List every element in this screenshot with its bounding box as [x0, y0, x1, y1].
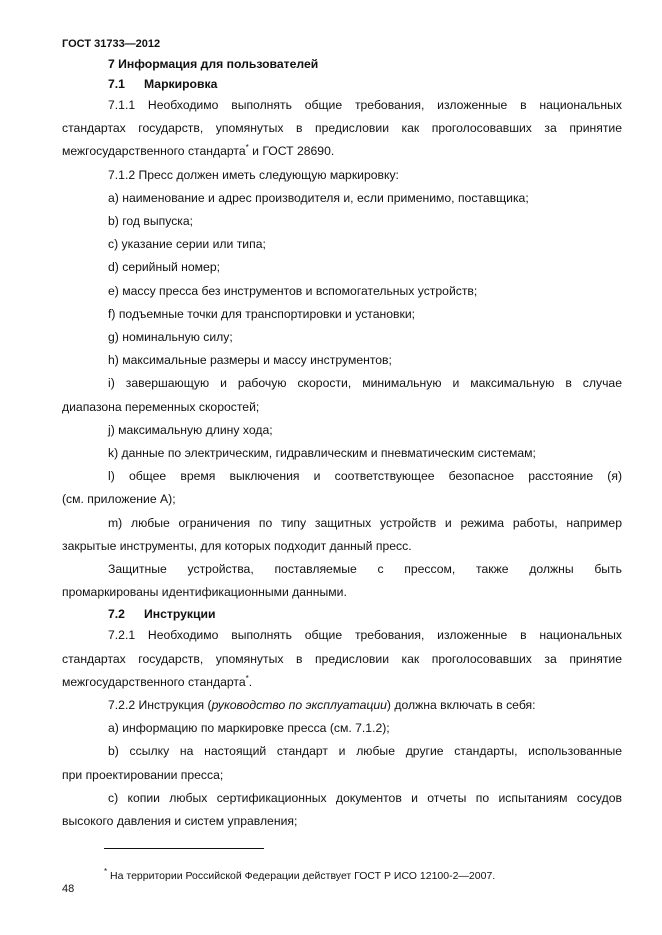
- paragraph-7-2-1-line1: 7.2.1 Необходимо выполнять общие требования, изложенные в национальных: [108, 628, 622, 643]
- text: межгосударственного стандарта: [62, 674, 246, 689]
- italic-term: руководство по эксплуатации: [211, 698, 387, 713]
- paragraph-7-1-1-line3: [62, 140, 622, 163]
- list-item: c) указание серии или типа;: [108, 237, 266, 252]
- list-item-l-line2: (см. приложение А);: [62, 492, 176, 507]
- list-item-k: k) данные по электрическим, гидравлическим и пневматическим системам;: [108, 446, 536, 461]
- list-item-m-line1: m) любые ограничения по типу защитных устройств и режима работы, например: [108, 515, 622, 530]
- list-item-i-line2: диапазона переменных скоростей;: [62, 399, 260, 414]
- paragraph-7-2-2: [62, 694, 622, 717]
- protective-devices-line1: Защитные устройства, поставляемые с прессом, также должны быть: [108, 562, 622, 577]
- list-item: f) подъемные точки для транспортировки и установки;: [108, 306, 416, 321]
- list-item: h) максимальные размеры и массу инструментов;: [108, 353, 392, 368]
- document-body: [62, 54, 622, 833]
- footnote: [104, 867, 496, 882]
- document-header: ГОСТ 31733—2012: [62, 38, 161, 50]
- paragraph-7-1-2: 7.1.2 Пресс должен иметь следующую маркировку:: [108, 167, 399, 182]
- list-item: g) номинальную силу;: [108, 330, 233, 345]
- list-item: e) массу пресса без инструментов и вспомогательных устройств;: [108, 283, 478, 298]
- list-item-l-line1: l) общее время выключения и соответствующее безопасное расстояние (я): [108, 469, 622, 484]
- subsection-title: Инструкции: [144, 607, 216, 622]
- list-item: b) год выпуска;: [108, 214, 194, 229]
- subsection-7-2-heading: [62, 604, 622, 624]
- footnote-divider: [104, 848, 264, 849]
- list-item-c-line1: c) копии любых сертификационных документов и отчеты по испытаниям сосудов: [108, 790, 622, 805]
- paragraph-7-1-1-line2: стандартах государств, упомянутых в предисловии как проголосовавших за принятие: [62, 121, 622, 136]
- list-item-m-line2: закрытые инструменты, для которых подходит данный пресс.: [62, 538, 412, 553]
- paragraph-7-2-1-line2: стандартах государств, упомянутых в предисловии как проголосовавших за принятие: [62, 651, 622, 666]
- list-item-c-line2: высокого давления и систем управления;: [62, 814, 298, 829]
- text: и ГОСТ 28690.: [248, 144, 335, 159]
- list-item-j: j) максимальную длину хода;: [108, 422, 273, 437]
- footnote-mark: *: [245, 673, 249, 683]
- subsection-number: 7.1: [108, 77, 125, 91]
- list-item-b-line2: при проектировании пресса;: [62, 767, 224, 782]
- text: ) должна включать в себя:: [386, 698, 536, 713]
- list-item: a) наименование и адрес производителя и, если применимо, поставщика;: [108, 190, 529, 205]
- list-item-a: a) информацию по маркировке пресса (см. 7.1.2);: [108, 721, 390, 736]
- list-item-b-line1: b) ссылку на настоящий стандарт и любые другие стандарты, использованные: [108, 744, 622, 759]
- subsection-title: Маркировка: [144, 77, 218, 91]
- subsection-7-1-heading: [62, 74, 622, 94]
- text: 7.2.2 Инструкция (: [108, 698, 212, 713]
- footnote-mark: *: [245, 143, 249, 153]
- footnote-mark: *: [104, 867, 108, 876]
- text: межгосударственного стандарта: [62, 144, 246, 159]
- protective-devices-line2: промаркированы идентификационными данными.: [62, 585, 347, 600]
- page-number: 48: [62, 883, 75, 895]
- text: .: [248, 674, 253, 689]
- subsection-number: 7.2: [108, 607, 125, 622]
- list-item-i-line1: i) завершающую и рабочую скорости, минимальную и максимальную в случае: [108, 376, 622, 391]
- paragraph-7-2-1-line3: [62, 671, 622, 694]
- section-title: 7 Информация для пользователей: [108, 57, 319, 71]
- list-item: d) серийный номер;: [108, 260, 221, 275]
- footnote-text: На территории Российской Федерации действует ГОСТ Р ИСО 12100-2—2007.: [107, 870, 496, 882]
- paragraph-7-1-1-line1: 7.1.1 Необходимо выполнять общие требования, изложенные в национальных: [108, 98, 622, 112]
